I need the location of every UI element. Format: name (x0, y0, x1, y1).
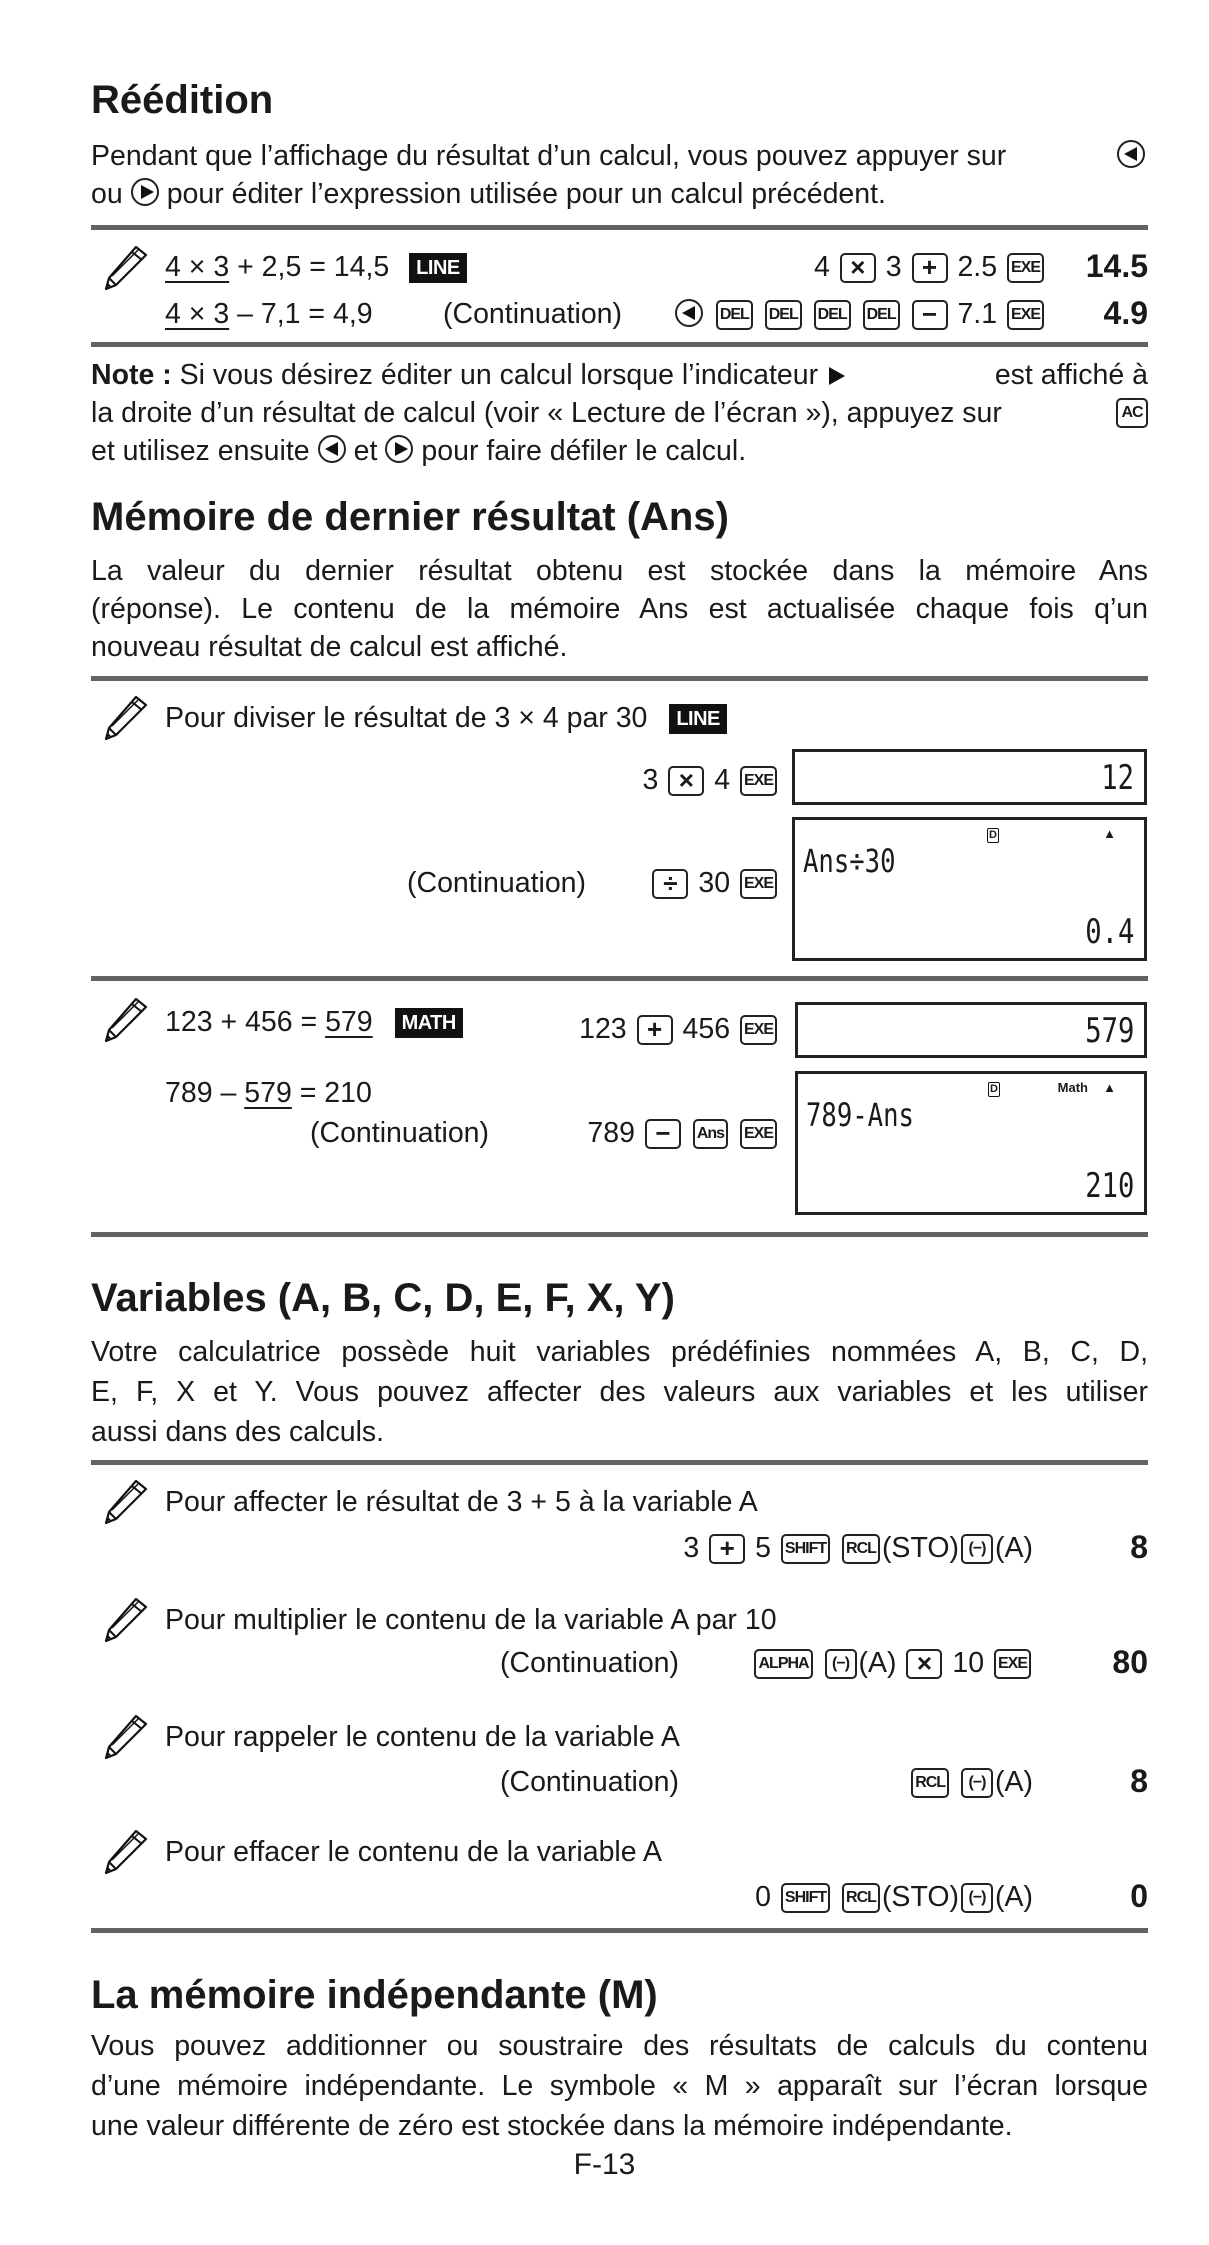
key-sequence-2 (672, 297, 1046, 331)
key-digit: 3 (642, 764, 659, 796)
ans-ex1-step1-keys (643, 763, 780, 797)
expr-underlined: 579 (325, 1006, 373, 1038)
pencil-icon (102, 1827, 150, 1875)
exe-key-icon: EXE (740, 869, 777, 899)
reedition-para-ou: ou (91, 178, 123, 210)
section-rule (91, 976, 1148, 981)
calculator-display-3 (795, 1002, 1147, 1058)
result-value: 8 (1130, 1529, 1148, 1565)
variable-example-desc: Pour multiplier le contenu de la variable A par 10 (165, 1604, 777, 1636)
key-digit: 3 (683, 1532, 700, 1564)
multiply-key-icon: × (840, 253, 876, 283)
key-function-label: (STO) (881, 1532, 959, 1564)
pencil-icon (102, 243, 150, 291)
section-rule (91, 1928, 1148, 1933)
shift-key-icon: SHIFT (781, 1534, 830, 1564)
up-arrow-indicator-icon: ▲ (1103, 1080, 1116, 1095)
key-digit: 4 (714, 764, 731, 796)
exe-key-icon: EXE (1007, 300, 1044, 330)
key-digit: 3 (885, 251, 902, 283)
note-line3-et: et (353, 435, 378, 467)
display-value: 12 (1101, 758, 1134, 798)
expr-text: = 210 (299, 1077, 372, 1109)
pencil-icon (102, 995, 150, 1043)
continuation-label: (Continuation) (407, 867, 587, 899)
plus-key-icon: + (709, 1534, 745, 1564)
negative-key-icon: (−) (825, 1649, 857, 1679)
line-mode-badge: LINE (409, 253, 467, 283)
expr-rest: – 7,1 = 4,9 (237, 298, 373, 330)
del-key-icon: DEL (814, 300, 851, 330)
page-number: F-13 (573, 2148, 636, 2181)
plus-key-icon: + (912, 253, 948, 283)
note-label: Note : (91, 359, 172, 391)
expr-rest: + 2,5 = 14,5 (237, 251, 390, 283)
key-digit: 5 (755, 1532, 771, 1564)
left-arrow-key-icon (1117, 140, 1145, 168)
memory-para-line2: d’une mémoire indépendante. Le symbole « M » apparaît sur l’écran lorsque (91, 2070, 1148, 2102)
left-arrow-key-icon (318, 435, 346, 463)
section-rule (91, 342, 1148, 347)
result-value: 8 (1130, 1763, 1148, 1799)
variables-para-line2: E, F, X et Y. Vous pouvez affecter des valeurs aux variables et les utiliser (91, 1376, 1148, 1408)
exe-key-icon: EXE (740, 1119, 777, 1149)
ans-example1-desc (165, 701, 727, 735)
exe-key-icon: EXE (994, 1649, 1031, 1679)
section-title-reedition: Réédition (91, 78, 274, 122)
expr-underlined: 579 (244, 1077, 292, 1109)
example-expression-2 (165, 297, 373, 331)
memory-para-line3: une valeur différente de zéro est stockée dans la mémoire indépendante. (91, 2110, 1013, 2142)
desc-text: Pour diviser le résultat de 3 × 4 par 30 (165, 702, 648, 734)
degree-indicator: D (989, 829, 997, 841)
continuation-label: (Continuation) (443, 298, 623, 330)
negative-key-icon: (−) (961, 1534, 993, 1564)
key-digit: 0 (755, 1881, 771, 1913)
display-value: 0.4 (1084, 912, 1134, 952)
variable-example-keys (683, 1531, 1033, 1565)
exe-key-icon: EXE (1007, 253, 1044, 283)
ans-ex2-step1-keys (579, 1012, 779, 1046)
del-key-icon: DEL (765, 300, 802, 330)
result-value: 0 (1130, 1878, 1148, 1914)
rcl-key-icon: RCL (842, 1534, 880, 1564)
key-function-label: (A) (995, 1881, 1033, 1913)
ans-ex1-step2-keys (650, 866, 779, 900)
key-digit: 456 (682, 1013, 731, 1045)
ans-paragraph (91, 552, 1148, 666)
variables-paragraph (91, 1332, 1148, 1452)
result-value: 14.5 (1085, 248, 1148, 284)
expr-underlined: 4 × 3 (165, 298, 230, 330)
reedition-para-line2: pour éditer l’expression utilisée pour un calcul précédent. (166, 178, 886, 210)
display-value: 579 (1084, 1011, 1134, 1051)
del-key-icon: DEL (716, 300, 753, 330)
calculator-display-1 (792, 749, 1147, 805)
rcl-key-icon: RCL (911, 1768, 949, 1798)
key-digit: 4 (814, 251, 830, 283)
up-arrow-indicator-icon: ▲ (1103, 826, 1116, 841)
pencil-icon (102, 1477, 150, 1525)
ac-key-icon: AC (1116, 398, 1148, 428)
ans-para-line2: (réponse). Le contenu de la mémoire Ans est actualisée chaque fois q’un (91, 593, 1148, 625)
ans-para-line3: nouveau résultat de calcul est affiché. (91, 631, 568, 663)
continuation-label: (Continuation) (310, 1117, 490, 1149)
pencil-icon (102, 1595, 150, 1643)
plus-key-icon: + (637, 1015, 673, 1045)
minus-key-icon: − (645, 1119, 681, 1149)
expr-text: 789 – (165, 1077, 237, 1109)
math-indicator: Math (1057, 1080, 1088, 1095)
reedition-paragraph (91, 137, 1148, 213)
result-value: 4.9 (1103, 295, 1148, 331)
note-line2: la droite d’un résultat de calcul (voir « Lecture de l’écran »), appuyez sur (91, 397, 1002, 429)
variable-example-desc: Pour effacer le contenu de la variable A (165, 1836, 662, 1868)
memory-paragraph (91, 2026, 1148, 2146)
rcl-key-icon: RCL (842, 1883, 880, 1913)
right-arrow-key-icon (131, 178, 159, 206)
pencil-icon (102, 693, 150, 741)
display-expression: 789-Ans (806, 1096, 914, 1134)
display-value: 210 (1084, 1166, 1134, 1206)
key-function-label: (A) (858, 1647, 897, 1679)
variable-example-keys (755, 1880, 1033, 1914)
variables-para-line3: aussi dans des calculs. (91, 1416, 385, 1448)
section-rule (91, 225, 1148, 230)
left-arrow-key-icon (675, 299, 703, 327)
multiply-key-icon: × (668, 766, 704, 796)
section-rule (91, 1232, 1148, 1237)
ans-para-line1: La valeur du dernier résultat obtenu est stockée dans la mémoire Ans (91, 555, 1148, 587)
negative-key-icon: (−) (961, 1883, 993, 1913)
note-line1-end: est affiché à (994, 359, 1148, 391)
ans-example2-expr1 (165, 1005, 463, 1039)
section-title-variables: Variables (A, B, C, D, E, F, X, Y) (91, 1276, 675, 1320)
exe-key-icon: EXE (740, 1015, 777, 1045)
key-function-label: (A) (995, 1766, 1033, 1798)
negative-key-icon: (−) (961, 1768, 993, 1798)
variable-example-keys (752, 1646, 1033, 1680)
note-line3-end: pour faire défiler le calcul. (421, 435, 747, 467)
variables-para-line1: Votre calculatrice possède huit variables prédéfinies nommées A, B, C, D, (91, 1336, 1148, 1368)
section-title-ans: Mémoire de dernier résultat (Ans) (91, 495, 729, 539)
variable-example-keys (909, 1765, 1033, 1799)
multiply-key-icon: × (906, 1649, 942, 1679)
key-digit: 123 (579, 1013, 627, 1045)
calculator-display-2 (792, 817, 1147, 961)
section-rule (91, 1460, 1148, 1465)
right-indicator-icon (829, 367, 845, 385)
section-rule (91, 676, 1148, 681)
variable-example-desc: Pour rappeler le contenu de la variable A (165, 1721, 680, 1753)
math-mode-badge: MATH (395, 1008, 463, 1038)
ans-key-icon: Ans (693, 1119, 728, 1149)
result-value: 80 (1112, 1644, 1148, 1680)
variable-example-desc: Pour affecter le résultat de 3 + 5 à la variable A (165, 1486, 758, 1518)
display-expression: Ans÷30 (803, 842, 896, 880)
example-expression-1 (165, 250, 467, 284)
note-line1: Si vous désirez éditer un calcul lorsque l’indicateur (179, 359, 819, 391)
degree-indicator: D (990, 1083, 998, 1095)
key-digit: 2.5 (957, 251, 998, 283)
key-function-label: (STO) (881, 1881, 959, 1913)
continuation-label: (Continuation) (500, 1647, 680, 1679)
reedition-para-line1: Pendant que l’affichage du résultat d’un calcul, vous pouvez appuyer sur (91, 140, 1007, 172)
ans-ex2-step2-keys (587, 1116, 779, 1150)
memory-para-line1: Vous pouvez additionner ou soustraire des résultats de calculs du contenu (91, 2030, 1148, 2062)
key-digit: 30 (698, 867, 731, 899)
minus-key-icon: − (912, 300, 948, 330)
alpha-key-icon: ALPHA (754, 1649, 812, 1679)
key-sequence-1 (814, 250, 1046, 284)
line-mode-badge: LINE (669, 704, 727, 734)
del-key-icon: DEL (863, 300, 900, 330)
section-title-memory: La mémoire indépendante (M) (91, 1973, 658, 2017)
key-function-label: (A) (995, 1532, 1033, 1564)
key-digit: 7.1 (957, 298, 998, 330)
ans-example2-expr2 (165, 1076, 372, 1110)
key-digit: 789 (587, 1117, 635, 1149)
note-line3: et utilisez ensuite (91, 435, 310, 467)
right-arrow-key-icon (385, 435, 413, 463)
expr-underlined: 4 × 3 (165, 251, 230, 283)
calculator-display-4 (795, 1071, 1147, 1215)
pencil-icon (102, 1712, 150, 1760)
shift-key-icon: SHIFT (781, 1883, 830, 1913)
divide-key-icon: ÷ (652, 869, 688, 899)
continuation-label: (Continuation) (500, 1766, 680, 1798)
exe-key-icon: EXE (740, 766, 777, 796)
key-digit: 10 (952, 1647, 985, 1679)
note-block (91, 356, 1148, 470)
expr-text: 123 + 456 = (165, 1006, 318, 1038)
